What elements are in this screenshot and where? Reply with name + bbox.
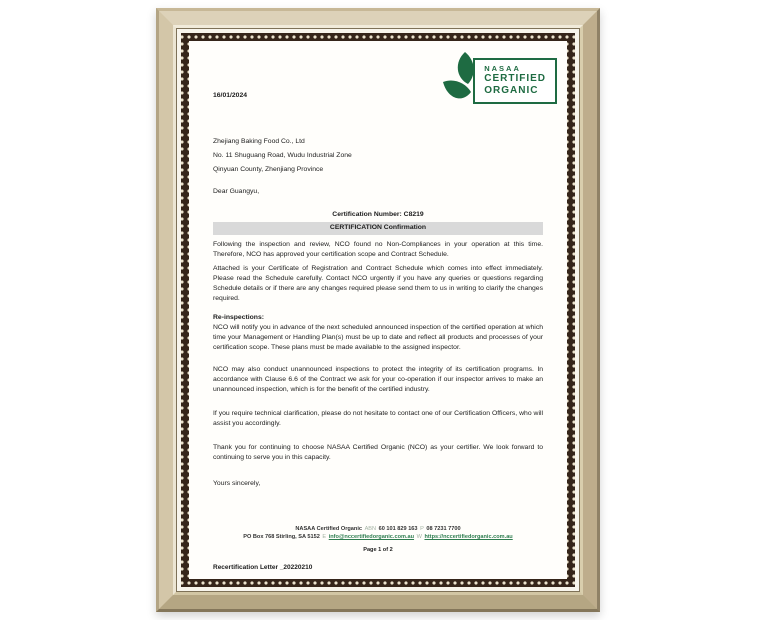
footer-phone-label: P <box>420 526 424 532</box>
footer-abn-value: 60 101 829 163 <box>378 526 418 532</box>
footer-phone-value: 08 7231 7700 <box>426 526 461 532</box>
footer-web-label: W <box>416 534 422 540</box>
footer-email-label: E <box>322 534 327 540</box>
recipient-address <box>213 135 543 177</box>
frame-white-mat <box>177 29 579 591</box>
footer-line-2 <box>213 533 543 541</box>
recipient-line-street: No. 11 Shuguang Road, Wudu Industrial Zone <box>213 152 352 159</box>
recipient-line-region: Qinyuan County, Zhenjiang Province <box>213 166 324 173</box>
letter-paper <box>189 41 567 579</box>
paragraph-unannounced-inspection: NCO may also conduct unannounced inspections to protect the integrity of its certification programs. In accordance with Clause 6.6 of the Contract we ask for your co-operation if our inspector arrives to make an unannounced inspection, which is for the benefit of the certified industry. <box>213 366 543 393</box>
frame-dark-line <box>176 28 580 592</box>
page-number: Page 1 of 2 <box>363 547 393 553</box>
recipient-line-company: Zhejiang Baking Food Co., Ltd <box>213 138 305 145</box>
letter-date: 16/01/2024 <box>213 92 248 99</box>
frame-beaded-border <box>181 33 575 587</box>
footer-org-name: NASAA Certified Organic <box>295 526 362 532</box>
salutation: Dear Guangyu, <box>213 188 260 195</box>
footer-line-1 <box>213 525 543 533</box>
paragraph-thank-you: Thank you for continuing to choose NASAA Certified Organic (NCO) as your certifier. We look forward to continuing to serve you in this capacity. <box>213 444 543 461</box>
certification-confirmation-banner: CERTIFICATION Confirmation <box>213 222 543 235</box>
picture-frame <box>156 8 600 612</box>
footer-email-link[interactable]: info@nccertifiedorganic.com.au <box>328 534 415 540</box>
nasaa-certified-organic-logo <box>441 51 557 105</box>
closing: Yours sincerely, <box>213 480 261 487</box>
certification-number: Certification Number: C8219 <box>332 211 424 218</box>
footer-postal-address: PO Box 768 Stirling, SA 5152 <box>243 534 320 540</box>
paragraph-inspection-review: Following the inspection and review, NCO found no Non-Compliances in your operation at this time. Therefore, NCO has approved your certification scope and Contract Schedule. <box>213 241 543 258</box>
paragraph-technical-clarification: If you require technical clarification, please do not hesitate to contact one of our Certification Officers, who will assist you accordingly. <box>213 410 543 427</box>
letter-footer <box>213 525 543 573</box>
reinspections-heading: Re-inspections: <box>213 314 264 321</box>
letter-content <box>189 41 567 579</box>
frame-inner-lip <box>173 25 583 595</box>
logo-text-box <box>473 58 557 104</box>
paragraph-certificate-attached: Attached is your Certificate of Registration and Contract Schedule which comes into effect immediately. Please read the Schedule carefully. Contact NCO urgently if you have any queries or questions regarding Schedule details or if there are any changes required please send them to us in writing to clarify the changes required. <box>213 265 543 302</box>
logo-line-organic: ORGANIC <box>484 85 539 96</box>
footer-website-link[interactable]: https://nccertifiedorganic.com.au <box>424 534 513 540</box>
logo-line-nasaa: NASAA <box>484 64 521 73</box>
footer-abn-label: ABN <box>364 526 377 532</box>
paragraph-announced-inspection: NCO will notify you in advance of the next scheduled announced inspection of the certified operation at which time your Management or Handling Plan(s) must be up to date and reflect all products and processes of your certification scope. These plans must be made available to the assigned inspector. <box>213 324 543 351</box>
frame-molding <box>159 11 597 609</box>
document-reference: Recertification Letter _20220210 <box>213 564 313 571</box>
logo-line-certified: CERTIFIED <box>484 73 546 84</box>
